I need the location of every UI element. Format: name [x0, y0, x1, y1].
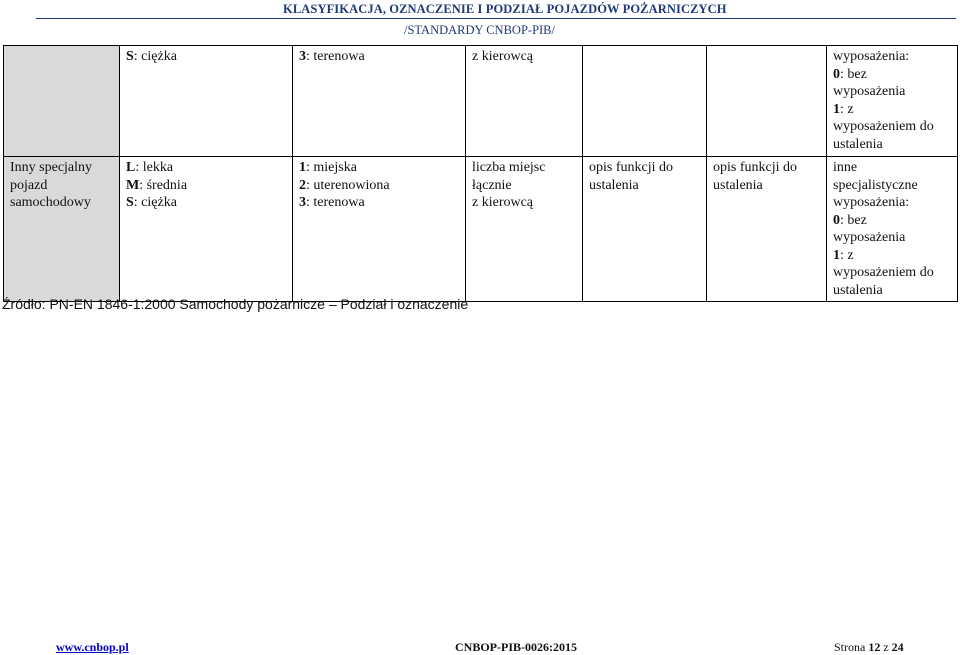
cell-line: wyposażenia [833, 230, 906, 245]
cell-line: liczba miejsc [472, 160, 546, 175]
table-cell [707, 46, 827, 157]
cell-line: ustalenia [833, 136, 883, 152]
table-cell [466, 46, 583, 157]
cell-line: wyposażeniem do [833, 265, 934, 280]
table-cell [4, 157, 120, 302]
cell-line: łącznie [472, 177, 512, 193]
code-label: 3 [299, 49, 306, 64]
cell-line: : lekka [135, 160, 174, 175]
header-subtitle: /STANDARDY CNBOP-PIB/ [404, 23, 555, 37]
code-label: 0 [833, 66, 840, 82]
cell-line: : z [840, 247, 854, 263]
page-number: 12 [868, 640, 881, 654]
cell-line: Inny specjalny [10, 160, 93, 175]
page-counter [834, 640, 904, 655]
table-cell [120, 157, 293, 302]
code-label: S [126, 49, 134, 64]
cell-line: : miejska [306, 160, 357, 175]
table-cell [120, 46, 293, 157]
table-cell [293, 157, 466, 302]
table-cell [4, 46, 120, 157]
cell-line: pojazd [10, 177, 48, 193]
cell-line: : średnia [139, 177, 188, 193]
table-cell [827, 46, 958, 157]
cell-line: inne [833, 160, 858, 175]
table-cell [466, 157, 583, 302]
table-cell [293, 46, 466, 157]
cell-text: z kierowcą [472, 49, 534, 64]
code-label: 1 [833, 247, 840, 263]
code-label: 2 [299, 177, 306, 193]
table-cell [583, 46, 707, 157]
header-divider [36, 18, 956, 19]
table-row [4, 157, 958, 302]
cell-line: wyposażenia: [833, 49, 910, 64]
document-id: CNBOP-PIB-0026:2015 [455, 640, 577, 654]
cell-line: : ciężka [133, 195, 177, 210]
cell-line: wyposażenia: [833, 195, 910, 210]
page-label: Strona [834, 640, 866, 654]
code-label: 1 [833, 101, 840, 117]
table-cell [827, 157, 958, 302]
table-cell [583, 157, 707, 302]
code-label: 3 [299, 195, 306, 210]
cell-line: : bez [840, 66, 867, 82]
table-cell [707, 157, 827, 302]
cell-line: : bez [840, 212, 867, 228]
table-row [4, 46, 958, 157]
cell-line: : terenowa [306, 195, 365, 210]
code-label: L [126, 160, 136, 175]
cell-line: opis funkcji do [589, 160, 673, 175]
code-label: M [126, 177, 140, 193]
header-title: KLASYFIKACJA, OZNACZENIE I PODZIAŁ POJAZDÓW POŻARNICZYCH [283, 2, 727, 16]
cell-line: specjalistyczne [833, 177, 918, 193]
cell-line: wyposażeniem do [833, 119, 934, 134]
code-label: 0 [833, 212, 840, 228]
code-label: 1 [299, 160, 306, 175]
cell-text: : ciężka [133, 49, 177, 64]
cell-line: : uterenowiona [306, 177, 390, 193]
cell-line: : z [840, 101, 854, 117]
cell-line: z kierowcą [472, 195, 534, 210]
cell-line: wyposażenia [833, 84, 906, 99]
cell-line: ustalenia [833, 282, 883, 298]
cell-text: : terenowa [306, 49, 365, 64]
website-link[interactable]: www.cnbop.pl [56, 640, 129, 654]
source-note: Źródło: PN-EN 1846-1:2000 Samochody pożarnicze – Podział i oznaczenie [2, 296, 469, 312]
code-label: S [126, 195, 134, 210]
classification-table [3, 45, 958, 302]
cell-line: ustalenia [589, 177, 639, 193]
page-total: 24 [891, 640, 904, 654]
cell-line: ustalenia [713, 177, 763, 193]
page-separator: z [883, 640, 889, 654]
cell-line: samochodowy [10, 195, 91, 210]
cell-line: opis funkcji do [713, 160, 797, 175]
